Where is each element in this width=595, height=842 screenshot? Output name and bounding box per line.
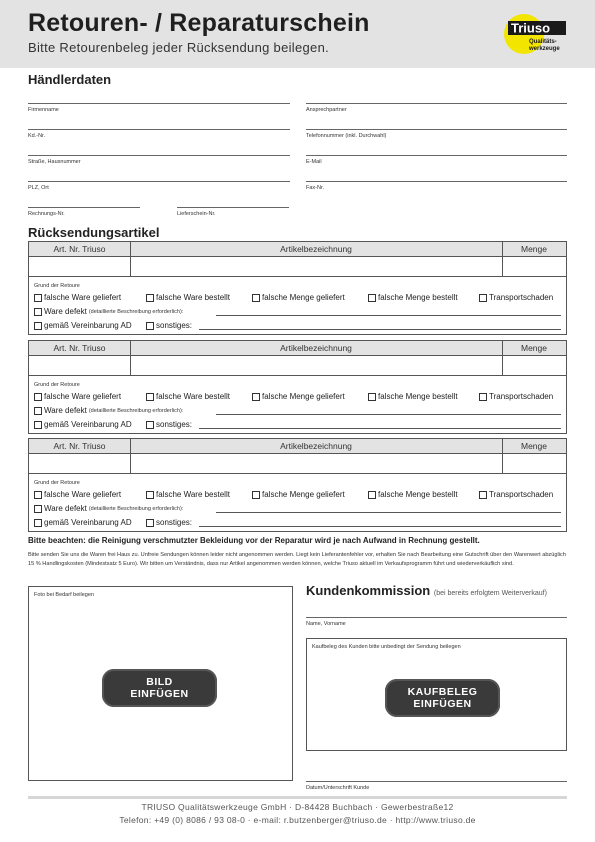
menge-input[interactable] [502,356,566,376]
art-nr-input[interactable] [29,454,130,474]
page-subtitle: Bitte Retourenbeleg jeder Rücksendung beilegen. [28,40,330,55]
footer-contact: Telefon: +49 (0) 8086 / 93 08-0 · e-mail: r.butzenberger@triuso.de · http://www.triuso.de [119,815,476,825]
customer-name-field[interactable]: Name, Vorname [306,617,567,618]
checkbox[interactable] [368,294,376,302]
checkbox[interactable] [368,491,376,499]
opt-transportschaden[interactable]: Transportschaden [479,490,553,499]
photo-upload-box[interactable] [28,586,293,781]
menge-input[interactable] [502,454,566,474]
receipt-label: Kaufbeleg des Kunden bitte unbedingt der Sendung beilegen [312,644,461,650]
article-block-2 [28,340,567,434]
svg-text:werkzeuge: werkzeuge [529,46,560,52]
opt-vereinbarung-ad[interactable]: gemäß Vereinbarung AD [34,321,132,330]
email-field[interactable]: E-Mail [306,155,567,156]
opt-falsche-menge-geliefert[interactable]: falsche Menge geliefert [252,490,345,499]
col-art-nr: Art. Nr. Triuso [53,441,106,451]
receipt-upload-box[interactable] [306,638,567,751]
col-art-nr: Art. Nr. Triuso [53,343,106,353]
bezeichnung-input[interactable] [130,454,502,474]
checkbox[interactable] [34,308,42,316]
plz-ort-field[interactable]: PLZ, Ort [28,181,290,182]
checkbox[interactable] [146,294,154,302]
insert-image-button[interactable]: BILD EINFÜGEN [102,669,217,707]
checkbox[interactable] [34,322,42,330]
article-input-row [29,454,566,474]
opt-falsche-ware-bestellt[interactable]: falsche Ware bestellt [146,392,230,401]
defect-description-line[interactable] [216,512,561,513]
sonstiges-line[interactable] [199,526,561,527]
svg-text:Qualitäts-: Qualitäts- [529,39,557,45]
col-bezeichnung: Artikelbezeichnung [280,441,352,451]
opt-sonstiges[interactable]: sonstiges: [146,321,192,330]
checkbox[interactable] [34,491,42,499]
col-art-nr: Art. Nr. Triuso [53,244,106,254]
opt-vereinbarung-ad[interactable]: gemäß Vereinbarung AD [34,518,132,527]
checkbox[interactable] [252,294,260,302]
col-bezeichnung: Artikelbezeichnung [280,244,352,254]
checkbox[interactable] [252,491,260,499]
grund-label: Grund der Retoure [34,480,80,486]
footer-divider [28,796,567,799]
bezeichnung-input[interactable] [130,257,502,277]
checkbox[interactable] [479,393,487,401]
checkbox[interactable] [479,491,487,499]
art-nr-input[interactable] [29,356,130,376]
col-menge: Menge [521,441,547,451]
customer-signature-field[interactable]: Datum/Unterschrift Kunde [306,781,567,782]
defect-description-line[interactable] [216,414,561,415]
checkbox[interactable] [34,505,42,513]
checkbox[interactable] [34,407,42,415]
article-header [29,341,566,356]
fax-field[interactable]: Fax-Nr. [306,181,567,182]
opt-ware-defekt[interactable]: Ware defekt (detaillierte Beschreibung erforderlich): [34,307,183,316]
photo-label: Foto bei Bedarf beilegen [34,592,94,598]
ansprechpartner-field[interactable]: Ansprechpartner [306,103,567,104]
article-block-3 [28,438,567,532]
return-terms: Bitte senden Sie uns die Waren frei Haus zu. Unfreie Sendungen können leider nicht angenommen werden. Liegt kein Lieferantenfehler vor, erhalten Sie nach Bearbeitung eine Gutschrift über den Warenwert abzüglich 15 % Handlingskosten (Mindestsatz 5 Euro). Wir bitten um Verständnis, dass nur Artikel angenommen werden können, welche Triuso aktuell im Verkaufsprogramm führt und wiederverkäuflich sind. [28,552,566,567]
sonstiges-line[interactable] [199,329,561,330]
bezeichnung-input[interactable] [130,356,502,376]
col-bezeichnung: Artikelbezeichnung [280,343,352,353]
opt-sonstiges[interactable]: sonstiges: [146,518,192,527]
checkbox[interactable] [252,393,260,401]
defect-description-line[interactable] [216,315,561,316]
checkbox[interactable] [146,519,154,527]
art-nr-input[interactable] [29,257,130,277]
sonstiges-line[interactable] [199,428,561,429]
lieferschein-nr-field[interactable]: Lieferschein-Nr. [177,207,289,208]
checkbox[interactable] [34,294,42,302]
article-header [29,439,566,454]
opt-falsche-menge-bestellt[interactable]: falsche Menge bestellt [368,392,458,401]
article-input-row [29,356,566,376]
divider [502,439,503,474]
divider [130,439,131,474]
opt-falsche-ware-bestellt[interactable]: falsche Ware bestellt [146,293,230,302]
col-menge: Menge [521,343,547,353]
opt-falsche-ware-bestellt[interactable]: falsche Ware bestellt [146,490,230,499]
checkbox[interactable] [479,294,487,302]
menge-input[interactable] [502,257,566,277]
page-title: Retouren- / Reparaturschein [28,9,370,37]
checkbox[interactable] [146,421,154,429]
opt-vereinbarung-ad[interactable]: gemäß Vereinbarung AD [34,420,132,429]
divider [502,341,503,376]
opt-falsche-menge-bestellt[interactable]: falsche Menge bestellt [368,490,458,499]
opt-ware-defekt[interactable]: Ware defekt (detaillierte Beschreibung erforderlich): [34,504,183,513]
insert-receipt-button[interactable]: KAUFBELEG EINFÜGEN [385,679,500,717]
grund-label: Grund der Retoure [34,382,80,388]
triuso-logo [502,10,568,58]
col-menge: Menge [521,244,547,254]
divider [502,242,503,277]
article-input-row [29,257,566,277]
customer-heading-note: (bei bereits erfolgtem Weiterverkauf) [433,590,547,597]
opt-transportschaden[interactable]: Transportschaden [479,392,553,401]
checkbox[interactable] [146,491,154,499]
divider [130,341,131,376]
checkbox[interactable] [34,393,42,401]
footer-address: TRIUSO Qualitätswerkzeuge GmbH · D-84428 Buchbach · Gewerbestraße12 [141,802,454,812]
dealer-heading: Händlerdaten [28,72,112,87]
opt-falsche-menge-geliefert[interactable]: falsche Menge geliefert [252,392,345,401]
telefon-field[interactable]: Telefonnummer (inkl. Durchwahl) [306,129,567,130]
opt-transportschaden[interactable]: Transportschaden [479,293,553,302]
opt-ware-defekt[interactable]: Ware defekt (detaillierte Beschreibung erforderlich): [34,406,183,415]
article-header [29,242,566,257]
checkbox[interactable] [146,393,154,401]
strasse-field[interactable]: Straße, Hausnummer [28,155,290,156]
article-block-1 [28,241,567,335]
opt-falsche-ware-geliefert[interactable]: falsche Ware geliefert [34,392,121,401]
divider [130,242,131,277]
opt-falsche-menge-bestellt[interactable]: falsche Menge bestellt [368,293,458,302]
customer-heading: Kundenkommission (bei bereits erfolgtem Weiterverkauf) [306,583,547,598]
svg-text:Triuso: Triuso [511,20,551,36]
checkbox[interactable] [146,322,154,330]
opt-falsche-ware-geliefert[interactable]: falsche Ware geliefert [34,490,121,499]
opt-falsche-ware-geliefert[interactable]: falsche Ware geliefert [34,293,121,302]
firmenname-field[interactable]: Firmenname [28,103,290,104]
checkbox[interactable] [34,421,42,429]
checkbox[interactable] [34,519,42,527]
checkbox[interactable] [368,393,376,401]
articles-heading: Rücksendungsartikel [28,225,160,240]
kd-nr-field[interactable]: Kd.-Nr. [28,129,290,130]
grund-label: Grund der Retoure [34,283,80,289]
opt-sonstiges[interactable]: sonstiges: [146,420,192,429]
rechnungs-nr-field[interactable]: Rechnungs-Nr. [28,207,140,208]
opt-falsche-menge-geliefert[interactable]: falsche Menge geliefert [252,293,345,302]
cleaning-notice: Bitte beachten: die Reinigung verschmutzter Bekleidung vor der Reparatur wird je nach Aufwand in Rechnung gestellt. [28,536,480,545]
